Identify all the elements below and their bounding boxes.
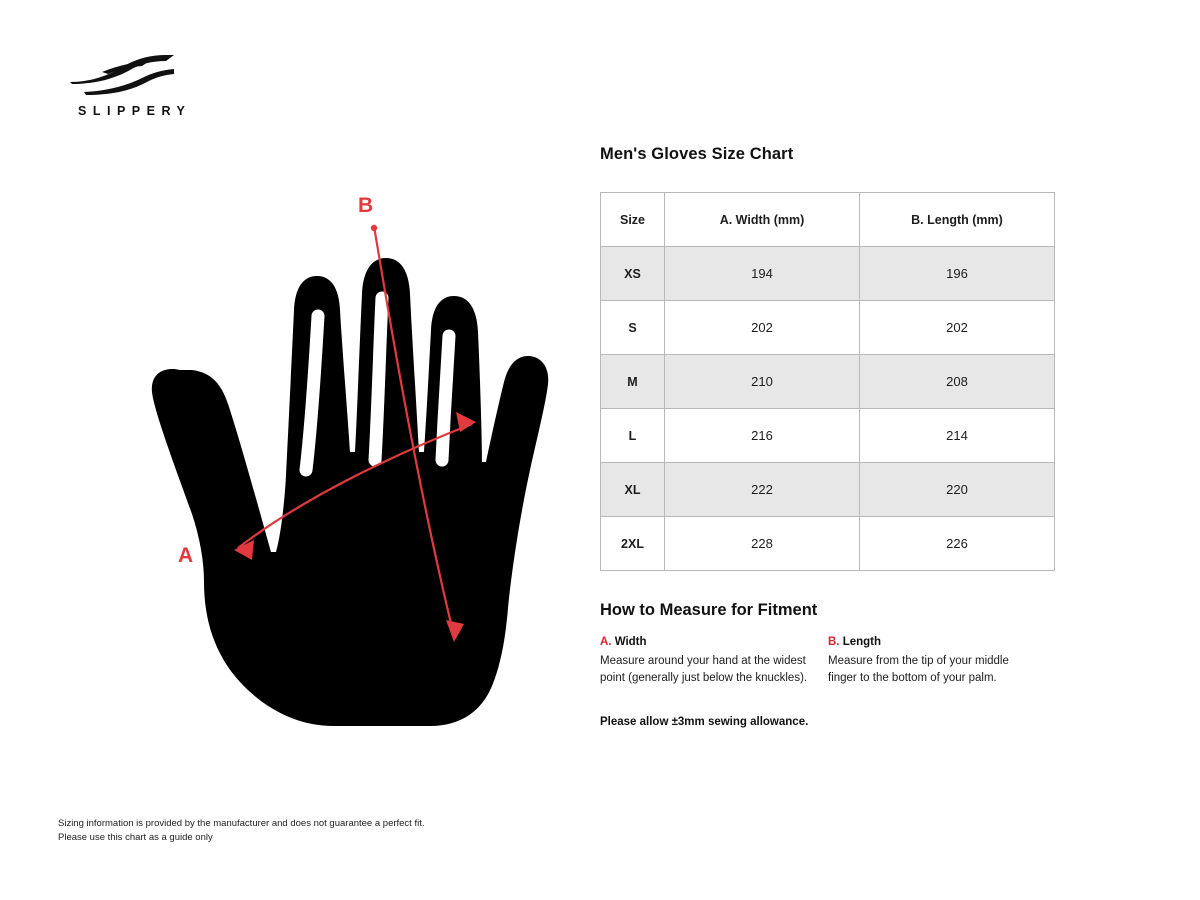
cell-length: 202: [860, 301, 1055, 355]
page-title: Men's Gloves Size Chart: [600, 145, 794, 163]
cell-width: 216: [665, 409, 860, 463]
how-to-measure-width: [600, 636, 828, 686]
sewing-allowance-note: Please allow ±3mm sewing allowance.: [600, 716, 809, 729]
table-row: [601, 409, 1055, 463]
column-header-size: Size: [601, 193, 665, 247]
table-row: [601, 247, 1055, 301]
cell-size: XL: [601, 463, 665, 517]
cell-length: 220: [860, 463, 1055, 517]
how-to-length-text: Measure from the tip of your middle finger to the bottom of your palm.: [828, 655, 1009, 684]
how-to-width-text: Measure around your hand at the widest point (generally just below the knuckles).: [600, 655, 808, 684]
size-chart-panel: [600, 145, 1056, 728]
cell-length: 208: [860, 355, 1055, 409]
brand-logo: [62, 48, 262, 118]
cell-size: M: [601, 355, 665, 409]
length-start-dot: [371, 225, 377, 231]
how-to-length-heading: [828, 636, 1036, 648]
how-to-length-name: Length: [842, 636, 882, 648]
table-row: [601, 301, 1055, 355]
cell-size: 2XL: [601, 517, 665, 571]
cell-size: L: [601, 409, 665, 463]
how-to-width-heading: [600, 636, 808, 648]
table-row: [601, 517, 1055, 571]
how-to-measure-length: [828, 636, 1056, 686]
how-to-width-name: Width: [614, 636, 647, 648]
label-b: B: [358, 194, 374, 217]
table-header-row: [601, 193, 1055, 247]
how-to-width-letter: A.: [600, 636, 612, 648]
column-header-width: A. Width (mm): [665, 193, 860, 247]
footer-line-1: Sizing information is provided by the manufacturer and does not guarantee a perfect fit.: [58, 818, 425, 829]
table-row: [601, 355, 1055, 409]
cell-length: 196: [860, 247, 1055, 301]
footer-disclaimer: [58, 817, 425, 846]
cell-width: 194: [665, 247, 860, 301]
slippery-swoosh-logo-icon: [62, 48, 182, 98]
brand-wordmark: SLIPPERY: [78, 104, 192, 118]
footer-line-2: Please use this chart as a guide only: [58, 832, 213, 844]
cell-width: 222: [665, 463, 860, 517]
column-header-length: B. Length (mm): [860, 193, 1055, 247]
cell-width: 228: [665, 517, 860, 571]
size-chart-table: [600, 192, 1055, 571]
how-to-measure-title: How to Measure for Fitment: [600, 601, 818, 619]
cell-width: 210: [665, 355, 860, 409]
hand-measurement-illustration: [120, 170, 590, 730]
how-to-length-letter: B.: [828, 636, 840, 648]
hand-silhouette-icon: [152, 258, 548, 726]
label-a: A: [178, 544, 194, 567]
table-row: [601, 463, 1055, 517]
cell-length: 214: [860, 409, 1055, 463]
cell-width: 202: [665, 301, 860, 355]
cell-length: 226: [860, 517, 1055, 571]
how-to-measure-columns: [600, 636, 1056, 686]
cell-size: S: [601, 301, 665, 355]
cell-size: XS: [601, 247, 665, 301]
